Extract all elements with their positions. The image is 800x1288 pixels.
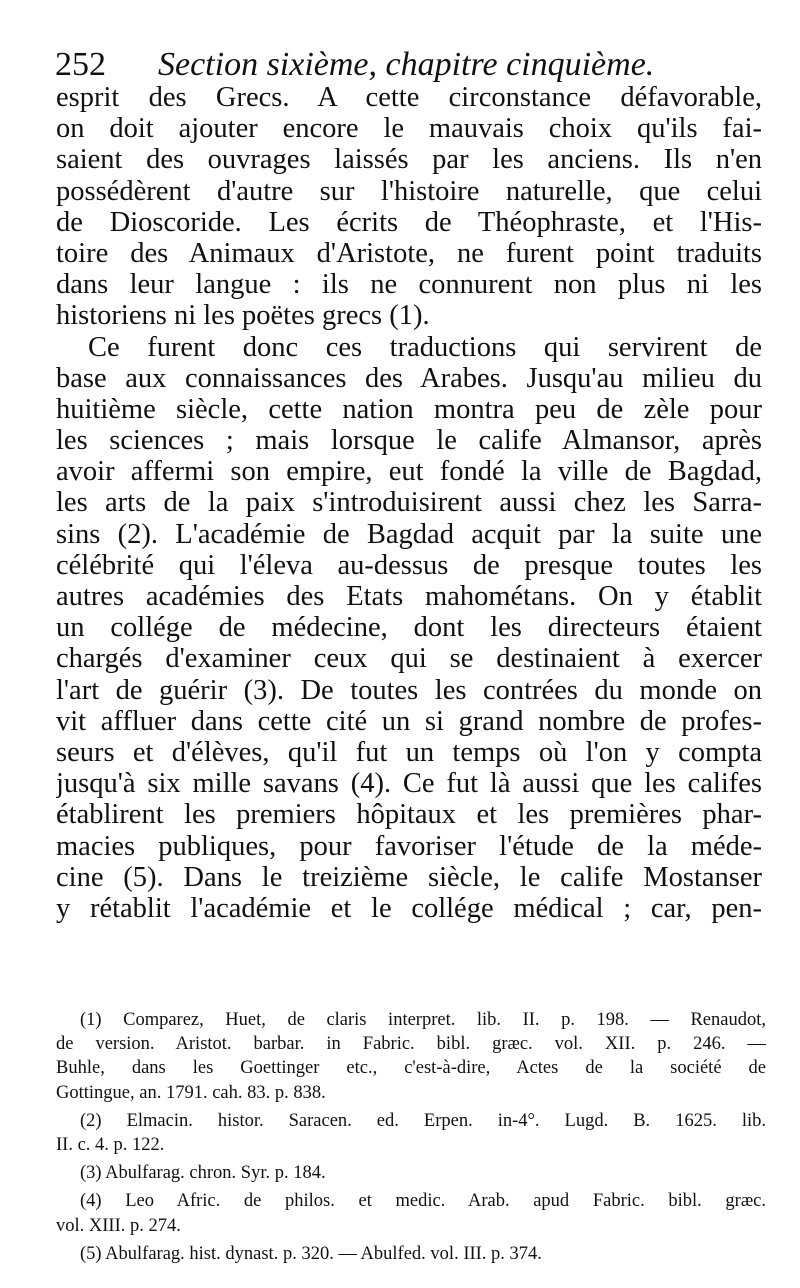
text-line: cine (5). Dans le treizième siècle, le calife Mostanser — [56, 861, 762, 893]
text-line: de Dioscoride. Les écrits de Théophraste, et l'His- — [56, 206, 762, 238]
footnote-line: (4) Leo Afric. de philos. et medic. Arab. apud Fabric. bibl. græc. — [80, 1191, 766, 1212]
text-line: huitième siècle, cette nation montra peu de zèle pour — [56, 393, 762, 425]
footnote-line: II. c. 4. p. 122. — [56, 1134, 165, 1155]
text-line: autres académies des Etats mahométans. On y établit — [56, 581, 762, 612]
footnote-line: (3) Abulfarag. chron. Syr. p. 184. — [80, 1163, 326, 1184]
footnote-line: (2) Elmacin. histor. Saracen. ed. Erpen. in-4°. Lugd. B. 1625. lib. — [80, 1110, 766, 1131]
footnote-line: vol. XIII. p. 274. — [56, 1215, 181, 1236]
text-line: sins (2). L'académie de Bagdad acquit par la suite une — [56, 518, 762, 550]
text-line: établirent les premiers hôpitaux et les premières phar- — [56, 799, 762, 831]
text-line: les arts de la paix s'introduisirent aussi chez les Sarra- — [56, 487, 762, 519]
text-line: base aux connaissances des Arabes. Jusqu'au milieu du — [56, 362, 762, 394]
text-line: vit affluer dans cette cité un si grand nombre de profes- — [56, 705, 762, 737]
footnote-line: (1) Comparez, Huet, de claris interpret. lib. II. p. 198. — Renaudot, — [80, 1010, 766, 1030]
footnote-line: (5) Abulfarag. hist. dynast. p. 320. — Abulfed. vol. III. p. 374. — [80, 1243, 542, 1264]
text-line: avoir affermi son empire, eut fondé la ville de Bagdad, — [56, 456, 762, 488]
text-line: chargés d'examiner ceux qui se destinaient à exercer — [56, 643, 762, 675]
text-line: l'art de guérir (3). De toutes les contrées du monde on — [56, 674, 762, 706]
text-line: esprit des Grecs. A cette circonstance défavorable, — [56, 82, 762, 113]
text-line: un collége de médecine, dont les directeurs étaient — [56, 612, 762, 644]
text-line: toire des Animaux d'Aristote, ne furent point traduits — [56, 237, 762, 269]
text-line: macies publiques, pour favoriser l'étude de la méde- — [56, 830, 762, 862]
text-line: seurs et d'élèves, qu'il fut un temps où l'on y compta — [56, 736, 762, 768]
text-line: célébrité qui l'éleva au-dessus de presque toutes les — [56, 549, 762, 581]
text-line: on doit ajouter encore le mauvais choix qu'ils fai- — [56, 113, 762, 145]
text-line: y rétablit l'académie et le collége médical ; car, pen- — [56, 892, 762, 924]
text-line: historiens ni les poëtes grecs (1). — [56, 300, 430, 332]
text-line: jusqu'à six mille savans (4). Ce fut là aussi que les califes — [56, 768, 762, 800]
page-number: 252 — [55, 46, 106, 83]
footnote-line: de version. Aristot. barbar. in Fabric. bibl. græc. vol. XII. p. 246. — — [56, 1034, 766, 1055]
text-line: les sciences ; mais lorsque le calife Almansor, après — [56, 425, 762, 457]
paragraph-start-line: Ce furent donc ces traductions qui servirent de — [88, 331, 762, 363]
running-title: Section sixième, chapitre cinquième. — [158, 46, 655, 83]
footnotes — [56, 1008, 766, 1266]
body-text — [56, 82, 762, 924]
text-line: saient des ouvrages laissés par les anciens. Ils n'en — [56, 144, 762, 176]
text-line: dans leur langue : ils ne connurent non plus ni les — [56, 269, 762, 301]
footnote-line: Gottingue, an. 1791. cah. 83. p. 838. — [56, 1082, 326, 1103]
footnote-line: Buhle, dans les Goettinger etc., c'est-à-dire, Actes de la société de — [56, 1058, 766, 1079]
text-line: possédèrent d'autre sur l'histoire naturelle, que celui — [56, 175, 762, 207]
